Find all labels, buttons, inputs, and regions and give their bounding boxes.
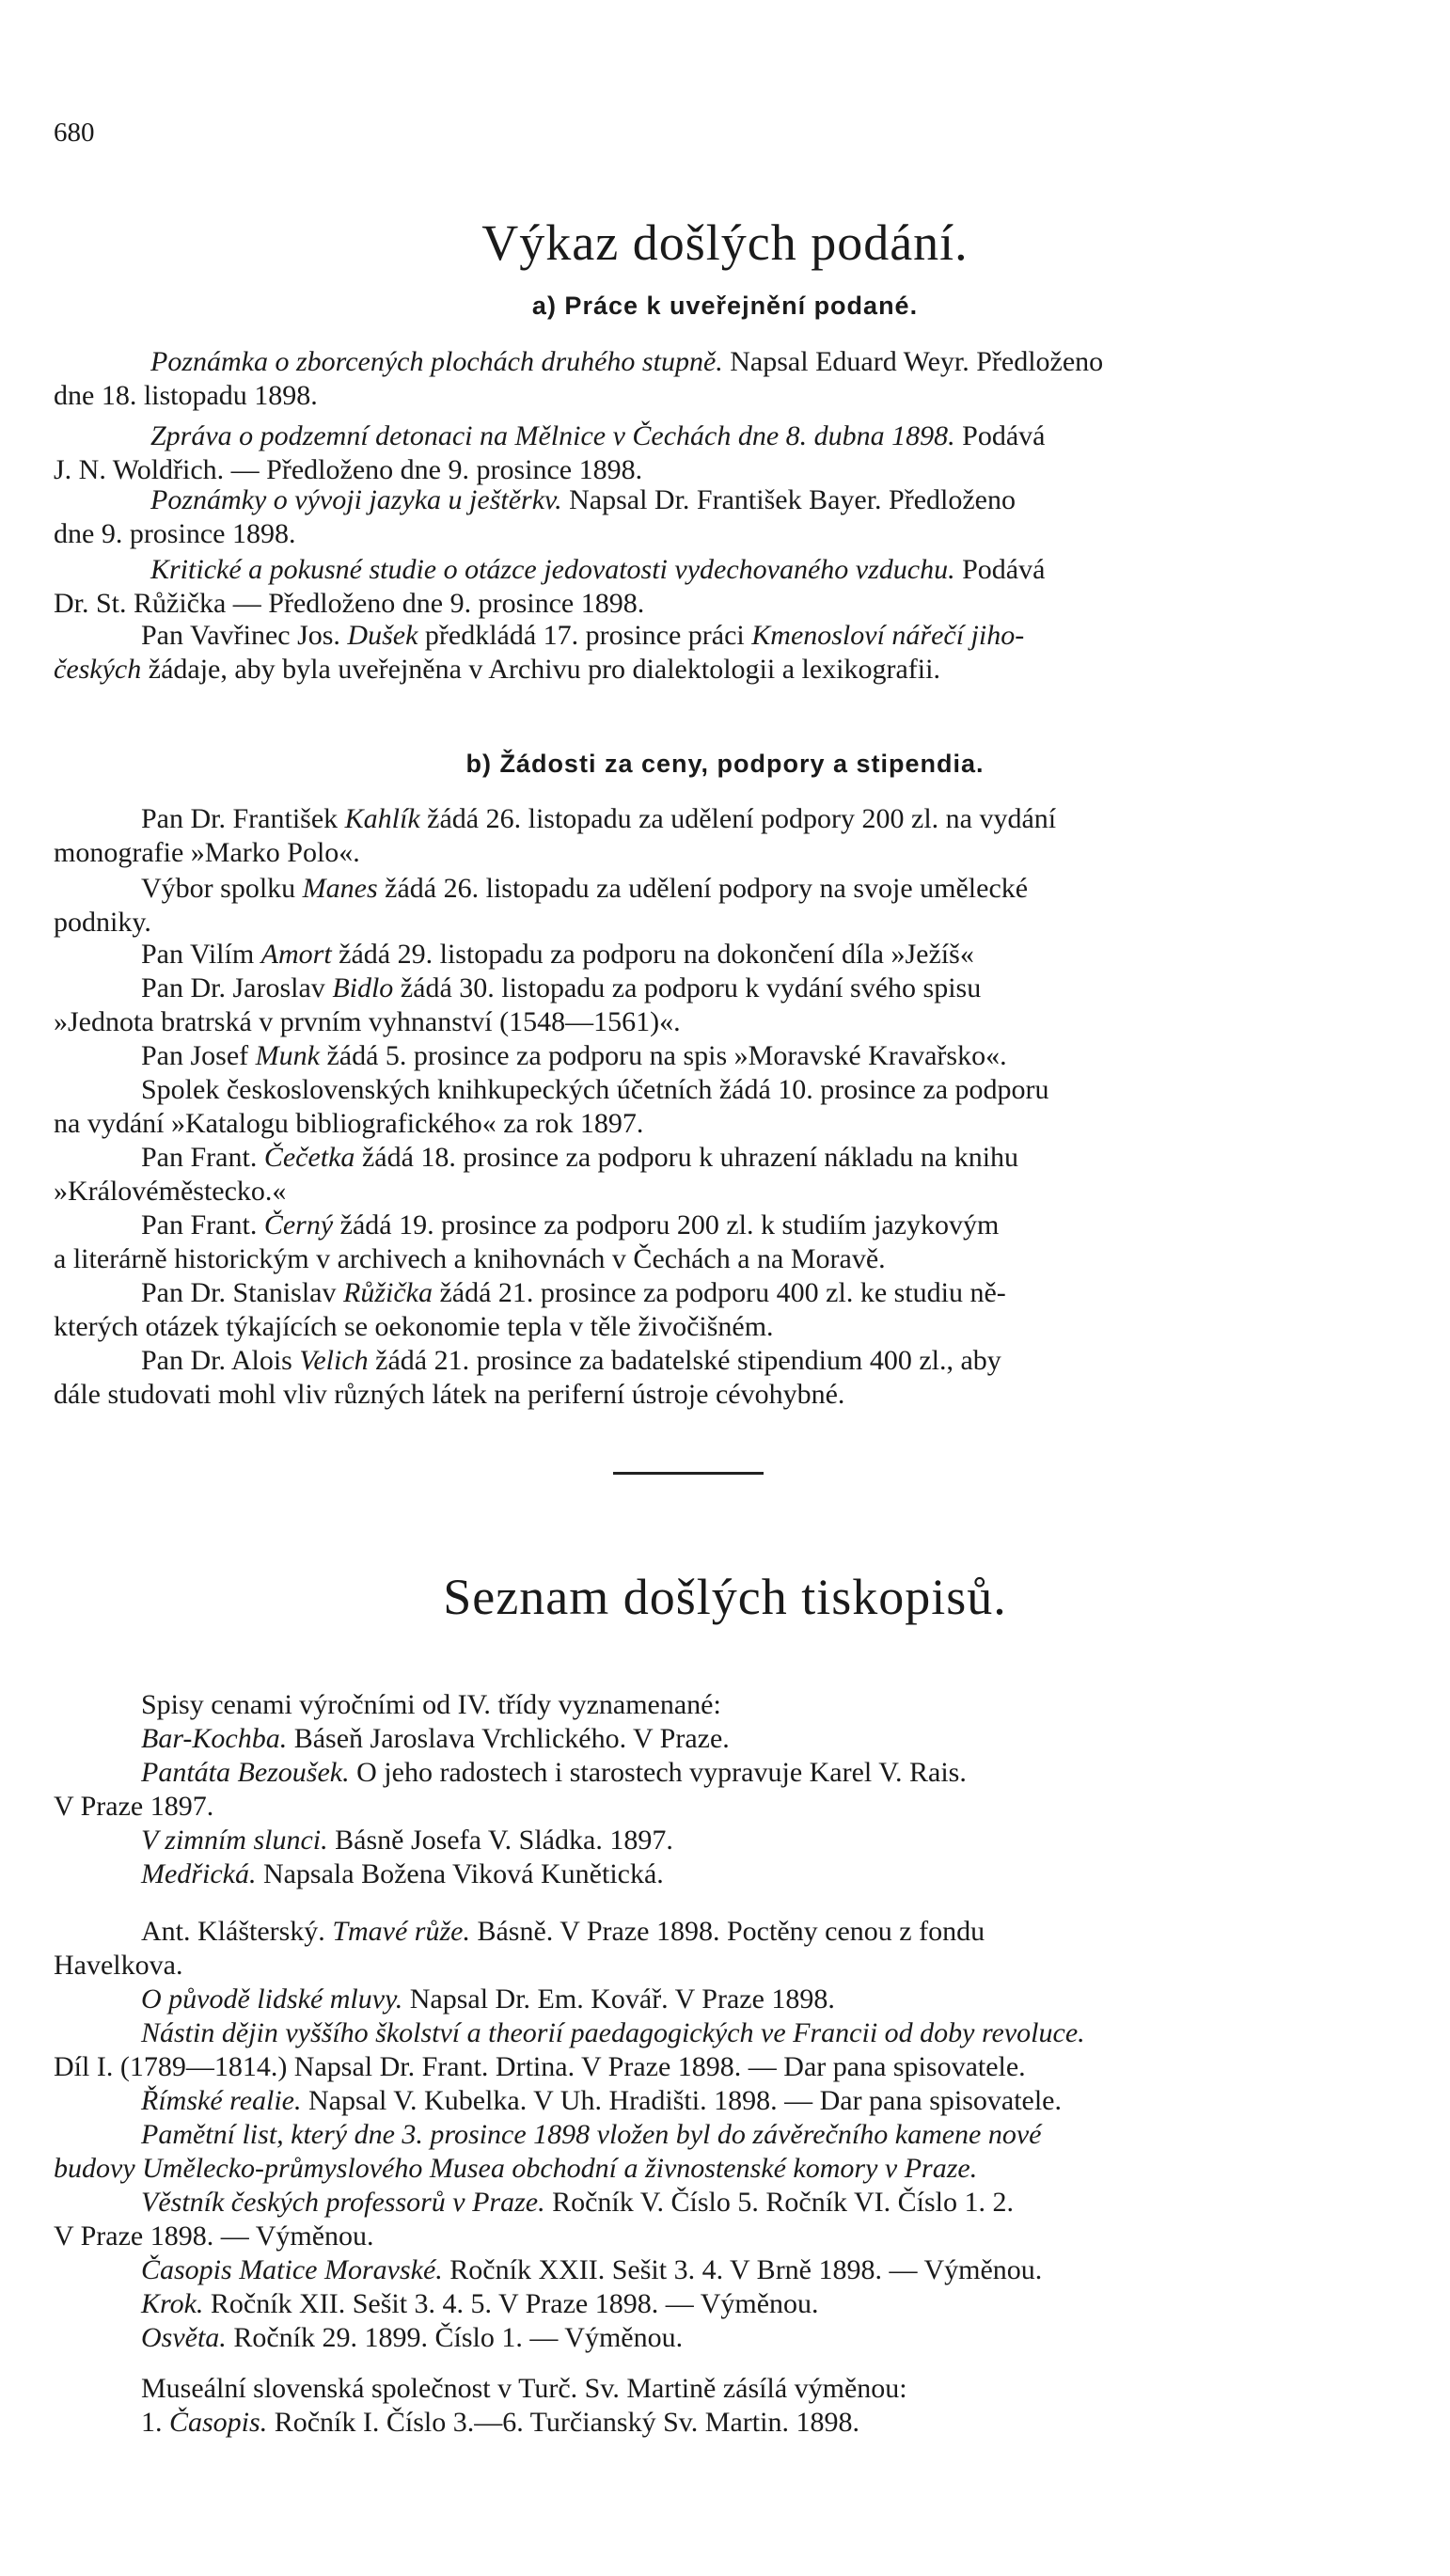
list-item: Pantáta Bezoušek. O jeho radostech i starostech vypravuje Karel V. Rais. V Praze 1897. bbox=[54, 1757, 967, 1822]
work-item: Pan Vavřinec Jos. Dušek předkládá 17. prosince práci Kmenosloví nářečí jiho- českých žádaje, aby byla uveřejněna v Archivu pro dialektologii a lexikografii. bbox=[54, 620, 1025, 685]
list-item: Museální slovenská společnost v Turč. Sv. Martině zásílá výměnou: 1. Časopis. Ročník I. Číslo 3.—6. Turčianský Sv. Martin. 1898. bbox=[141, 2373, 907, 2438]
work-item: Zpráva o podzemní detonaci na Mělnice v Čechách dne 8. dubna 1898. Podává J. N. Woldřich. — Předloženo dne 9. prosince 1898. bbox=[54, 420, 1046, 485]
subheading-works: a) Práce k uveřejnění podané. bbox=[531, 292, 919, 320]
page-number: 680 bbox=[54, 118, 95, 148]
request-item: Pan Frant. Černý žádá 19. prosince za podporu 200 zl. k studiím jazykovým a literárně historickým v archivech a knihovnách v Čechách a na Moravě. bbox=[54, 1209, 1000, 1274]
work-title: Poznámky o vývoji jazyka u ještěrkv. bbox=[150, 484, 562, 515]
work-title: Kritické a pokusné studie o otázce jedovatosti vydechovaného vzduchu. bbox=[150, 554, 955, 585]
work-item: Poznámka o zborcených plochách druhého stupně. Napsal Eduard Weyr. Předloženo dne 18. listopadu 1898. bbox=[54, 346, 1104, 411]
list-item: Osvěta. Ročník 29. 1899. Číslo 1. — Výměnou. bbox=[141, 2322, 684, 2353]
list-item: V zimním slunci. Básně Josefa V. Sládka. 1897. bbox=[141, 1825, 673, 1856]
section-title-submissions: Výkaz došlých podání. bbox=[481, 214, 969, 271]
request-item: Výbor spolku Manes žádá 26. listopadu za udělení podpory na svoje umělecké podniky. bbox=[54, 873, 1029, 938]
list-item: Ant. Klášterský. Tmavé růže. Básně. V Praze 1898. Poctěny cenou z fondu Havelkova. bbox=[54, 1916, 985, 1981]
list-item: Časopis Matice Moravské. Ročník XXII. Sešit 3. 4. V Brně 1898. — Výměnou. bbox=[141, 2254, 1043, 2285]
section-divider bbox=[613, 1472, 764, 1475]
request-item: Pan Josef Munk žádá 5. prosince za podporu na spis »Moravské Kravařsko«. bbox=[141, 1040, 1007, 1071]
request-item: Pan Dr. Stanislav Růžička žádá 21. prosince za podporu 400 zl. ke studiu ně- kterých otázek týkajících se oekonomie tepla v těle živočišném. bbox=[54, 1277, 1006, 1342]
list-item: Nástin dějin vyššího školství a theorií paedagogických ve Francii od doby revoluce. Díl I. (1789—1814.) Napsal Dr. Frant. Drtina. V Praze 1898. — Dar pana spisovatele. bbox=[54, 2017, 1085, 2082]
list-intro: Spisy cenami výročními od IV. třídy vyznamenané: bbox=[141, 1689, 721, 1720]
list-item: Římské realie. Napsal V. Kubelka. V Uh. Hradišti. 1898. — Dar pana spisovatele. bbox=[141, 2085, 1062, 2116]
list-item: O původě lidské mluvy. Napsal Dr. Em. Kovář. V Praze 1898. bbox=[141, 1983, 835, 2015]
request-item: Pan Dr. František Kahlík žádá 26. listopadu za udělení podpory 200 zl. na vydání monografie »Marko Polo«. bbox=[54, 803, 1057, 868]
list-item: Pamětní list, který dne 3. prosince 1898 vložen byl do závěrečního kamene nové budovy Umělecko-průmyslového Musea obchodní a živnostenské komory v Praze. bbox=[54, 2119, 1042, 2184]
request-item: Pan Dr. Alois Velich žádá 21. prosince za badatelské stipendium 400 zl., aby dále studovati mohl vliv různých látek na periferní ústroje cévohybné. bbox=[54, 1345, 1001, 1410]
request-item: Pan Vilím Amort žádá 29. listopadu za podporu na dokončení díla »Ježíš« bbox=[141, 939, 974, 970]
list-item: Medřická. Napsala Božena Viková Kunětická. bbox=[141, 1858, 664, 1889]
work-title: Poznámka o zborcených plochách druhého stupně. bbox=[150, 346, 723, 377]
work-item: Poznámky o vývoji jazyka u ještěrkv. Napsal Dr. František Bayer. Předloženo dne 9. prosince 1898. bbox=[54, 484, 1016, 549]
list-item: Krok. Ročník XII. Sešit 3. 4. 5. V Praze 1898. — Výměnou. bbox=[141, 2288, 819, 2319]
request-item: Pan Dr. Jaroslav Bidlo žádá 30. listopadu za podporu k vydání svého spisu »Jednota bratrská v prvním vyhnanství (1548—1561)«. bbox=[54, 972, 982, 1037]
request-item: Spolek československých knihkupeckých účetních žádá 10. prosince za podporu na vydání »Katalogu bibliografického« za rok 1897. bbox=[54, 1074, 1049, 1139]
list-item: Věstník českých professorů v Praze. Ročník V. Číslo 5. Ročník VI. Číslo 1. 2. V Praze 1898. — Výměnou. bbox=[54, 2187, 1015, 2252]
subheading-requests: b) Žádosti za ceny, podpory a stipendia. bbox=[465, 750, 985, 778]
request-item: Pan Frant. Čečetka žádá 18. prosince za podporu k uhrazení nákladu na knihu »Královéměstecko.« bbox=[54, 1142, 1019, 1207]
work-title: Zpráva o podzemní detonaci na Mělnice v Čechách dne 8. dubna 1898. bbox=[150, 420, 955, 451]
list-item: Bar-Kochba. Báseň Jaroslava Vrchlického. V Praze. bbox=[141, 1723, 730, 1754]
work-item: Kritické a pokusné studie o otázce jedovatosti vydechovaného vzduchu. Podává Dr. St. Růžička — Předloženo dne 9. prosince 1898. bbox=[54, 554, 1046, 619]
section-title-prints: Seznam došlých tiskopisů. bbox=[443, 1569, 1007, 1625]
